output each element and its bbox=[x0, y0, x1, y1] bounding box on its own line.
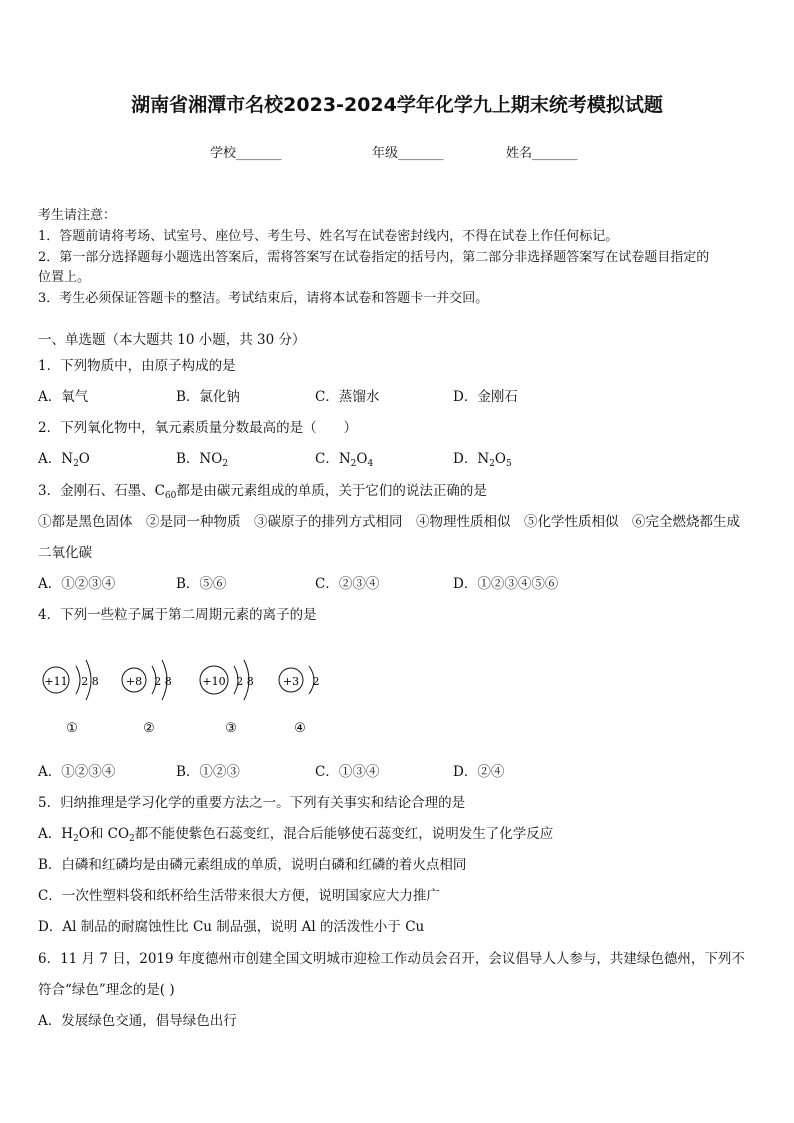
q1-option-d: D．金刚石 bbox=[453, 389, 518, 405]
particle-1 bbox=[43, 660, 99, 736]
particle-4 bbox=[279, 666, 320, 736]
notice-item-2: 2．第一部分选择题每小题选出答案后，需将答案写在试卷指定的括号内，第二部分非选择题答案写在试卷题目指定的 bbox=[38, 250, 710, 265]
particle-3-shells: 2 8 bbox=[236, 675, 254, 688]
particle-2 bbox=[122, 660, 172, 736]
q4-stem: 4．下列一些粒子属于第二周期元素的离子的是 bbox=[38, 607, 317, 623]
q1-option-a: A．氧气 bbox=[38, 389, 89, 405]
q1-option-c: C．蒸馏水 bbox=[315, 389, 380, 405]
q5-option-d: D．Al 制品的耐腐蚀性比 Cu 制品强，说明 Al 的活泼性小于 Cu bbox=[38, 919, 425, 935]
q1-option-b: B．氯化钠 bbox=[176, 389, 240, 405]
q5-option-a: A．$H_2O$和 $CO_2$都不能使紫色石蕊变红，混合后能够使石蕊变红，说明发生了化学反应 bbox=[38, 826, 554, 844]
q2-option-a: A．$N_2O$ bbox=[38, 451, 90, 469]
q4-option-c: C．①③④ bbox=[315, 764, 380, 780]
q5-stem: 5．归纳推理是学习化学的重要方法之一。下列有关事实和结论合理的是 bbox=[38, 795, 466, 811]
q6-stem-line1: 6．11 月 7 日，2019 年度德州市创建全国文明城市迎检工作动员会召开，会议倡导人人参与，共建绿色德州，下列不 bbox=[38, 951, 745, 967]
q3-option-d: D．①②③④⑤⑥ bbox=[453, 576, 559, 592]
particle-3 bbox=[200, 660, 254, 736]
particle-2-nucleus: +8 bbox=[125, 675, 143, 688]
page-title: 湖南省湘潭市名校2023-2024学年化学九上期末统考模拟试题 bbox=[131, 94, 663, 116]
q4-option-b: B．①②③ bbox=[176, 764, 240, 780]
notice-heading: 考生请注意： bbox=[38, 208, 117, 223]
section-heading: 一、单选题（本大题共 10 小题，共 30 分） bbox=[38, 332, 306, 348]
particle-4-nucleus: +3 bbox=[282, 675, 300, 688]
q2-stem: 2．下列氧化物中，氧元素质量分数最高的是（ ） bbox=[38, 420, 358, 436]
particle-2-shells: 2 8 bbox=[154, 675, 172, 688]
q2-option-d: D．$N_2O_5$ bbox=[453, 451, 512, 469]
q3-stem: 3．金刚石、石墨、$C_{60}$都是由碳元素组成的单质，关于它们的说法正确的是 bbox=[38, 483, 487, 501]
notice-item-2-cont: 位置上。 bbox=[38, 270, 91, 285]
particle-3-label: ③ bbox=[225, 721, 237, 736]
q2-option-c: C．$N_2O_4$ bbox=[315, 451, 374, 469]
particle-1-nucleus: +11 bbox=[44, 675, 68, 688]
q3-statements-line1: ①都是黑色固体 ②是同一种物质 ③碳原子的排列方式相同 ④物理性质相似 ⑤化学性质相似 ⑥完全燃烧都生成 bbox=[38, 514, 740, 530]
atomic-structure-diagram bbox=[36, 650, 356, 750]
q1-stem: 1．下列物质中，由原子构成的是 bbox=[38, 358, 236, 374]
q3-statements-line2: 二氧化碳 bbox=[38, 545, 92, 561]
q3-option-b: B．⑤⑥ bbox=[176, 576, 227, 592]
notice-item-1: 1．答题前请将考场、试室号、座位号、考生号、姓名写在试卷密封线内，不得在试卷上作任何标记。 bbox=[38, 229, 619, 244]
particle-2-label: ② bbox=[143, 721, 155, 736]
notice-item-3: 3．考生必须保证答题卡的整洁。考试结束后，请将本试卷和答题卡一并交回。 bbox=[38, 291, 489, 306]
q3-option-a: A．①②③④ bbox=[38, 576, 116, 592]
q3-option-c: C．②③④ bbox=[315, 576, 380, 592]
particle-4-shells: 2 bbox=[312, 675, 320, 688]
name-field: 姓名_______ bbox=[506, 146, 578, 161]
grade-field: 年级_______ bbox=[372, 146, 444, 161]
q6-option-a: A．发展绿色交通，倡导绿色出行 bbox=[38, 1013, 237, 1029]
particle-1-label: ① bbox=[66, 721, 78, 736]
q5-option-c: C．一次性塑料袋和纸杯给生活带来很大方便，说明国家应大力推广 bbox=[38, 888, 440, 904]
particle-1-shells: 2 8 bbox=[81, 675, 99, 688]
school-field: 学校_______ bbox=[210, 146, 282, 161]
q6-stem-line2: 符合“绿色”理念的是( ) bbox=[38, 982, 175, 998]
particle-4-label: ④ bbox=[294, 721, 306, 736]
q4-option-d: D．②④ bbox=[453, 764, 505, 780]
q4-option-a: A．①②③④ bbox=[38, 764, 116, 780]
q5-option-b: B．白磷和红磷均是由磷元素组成的单质，说明白磷和红磷的着火点相同 bbox=[38, 857, 467, 873]
q2-option-b: B．$NO_2$ bbox=[176, 451, 229, 469]
particle-3-nucleus: +10 bbox=[202, 675, 226, 688]
